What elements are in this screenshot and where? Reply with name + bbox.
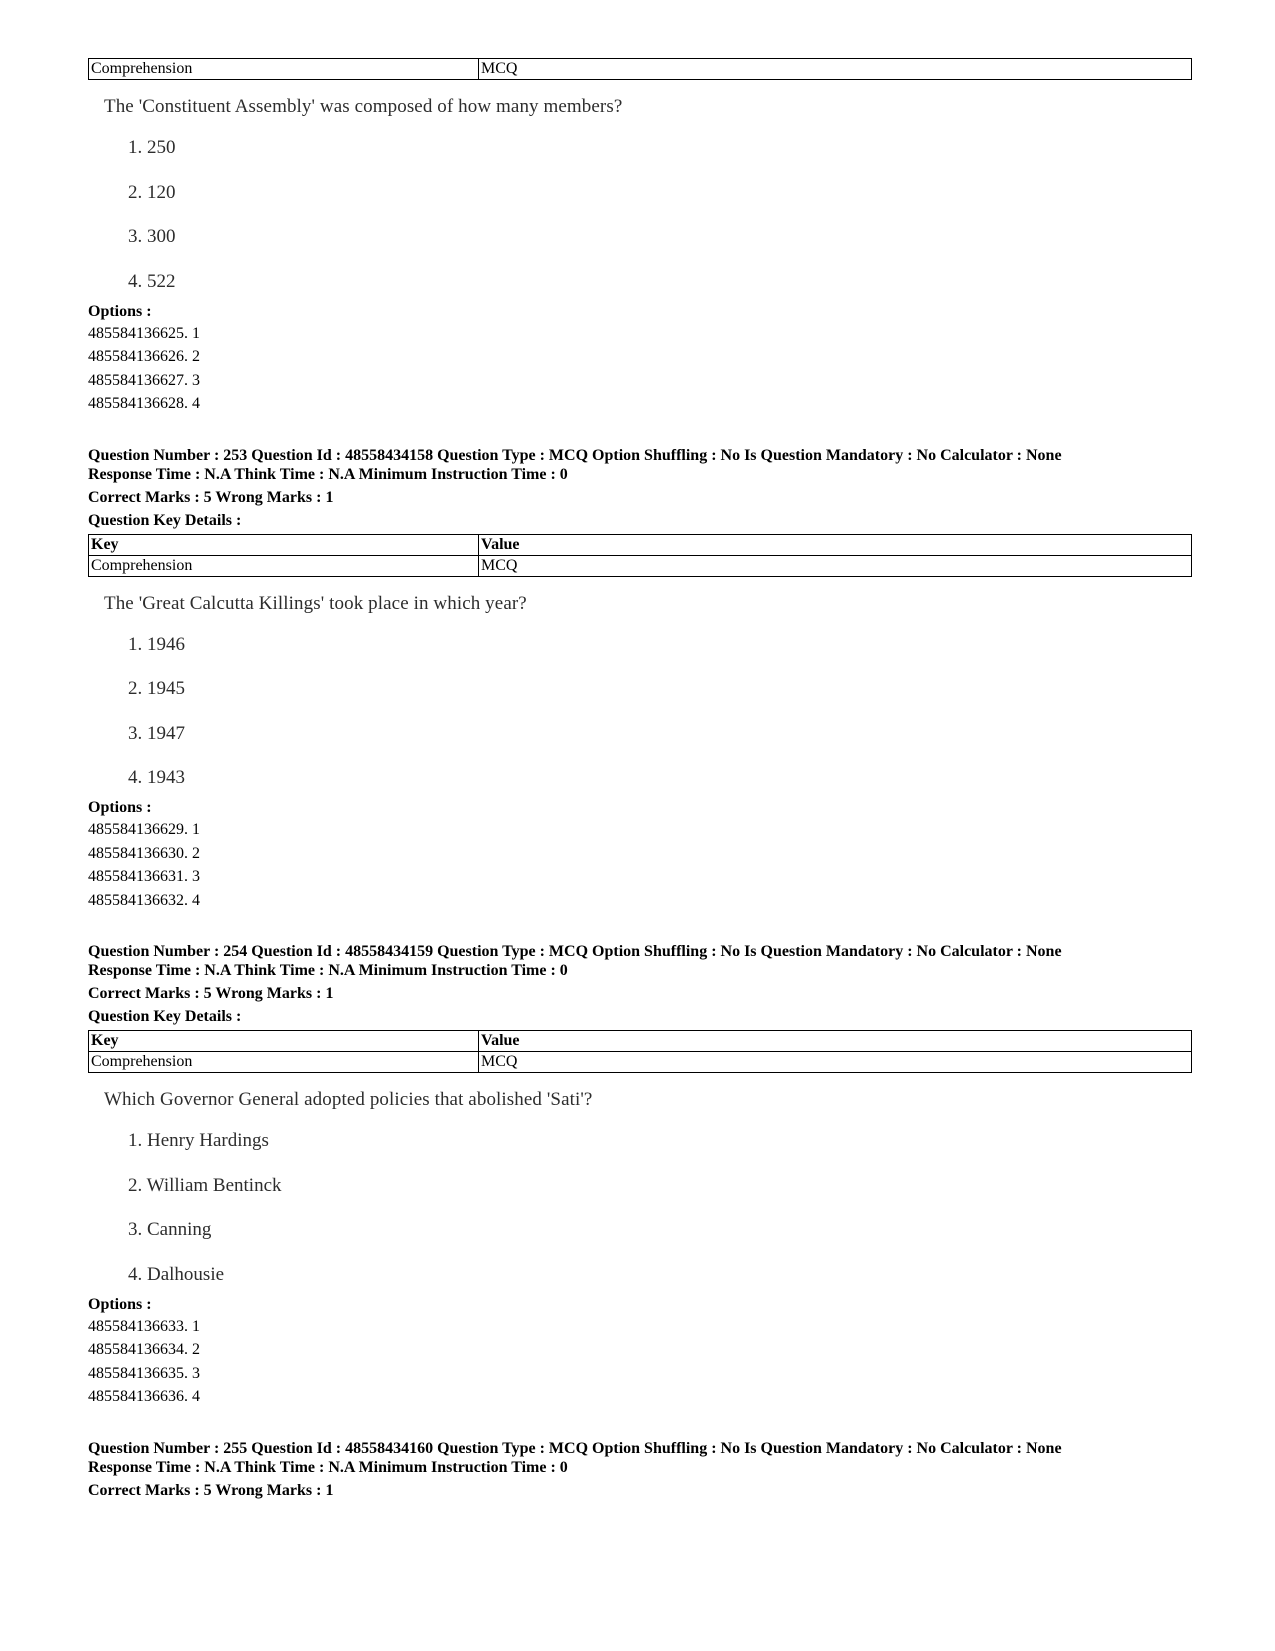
table-row (89, 59, 1192, 80)
marks-line: Correct Marks : 5 Wrong Marks : 1 (88, 985, 334, 1002)
question-text: The 'Constituent Assembly' was composed of how many members? (104, 96, 623, 117)
option-id: 485584136636. 4 (88, 1388, 200, 1405)
option-id: 485584136630. 2 (88, 844, 200, 862)
question-meta-line: Question Number : 253 Question Id : 48558434158 Question Type : MCQ Option Shuffling : No Is Question Mandatory : No Calculator : None (88, 446, 1062, 464)
question-text: Which Governor General adopted policies that abolished 'Sati'? (104, 1089, 593, 1110)
question-key-table (88, 58, 1192, 80)
choice-item: 2. William Bentinck (128, 1174, 282, 1196)
marks-line: Correct Marks : 5 Wrong Marks : 1 (88, 488, 334, 506)
key-details-title: Question Key Details : (88, 511, 242, 529)
key-cell: Comprehension (89, 59, 479, 80)
option-id: 485584136628. 4 (88, 395, 200, 412)
question-meta (88, 942, 1192, 1026)
document-page (88, 58, 1192, 1500)
value-cell: MCQ (479, 1052, 1192, 1073)
key-details-title: Question Key Details : (88, 1008, 242, 1025)
option-id: 485584136629. 1 (88, 821, 200, 838)
marks-line: Correct Marks : 5 Wrong Marks : 1 (88, 1481, 334, 1499)
choice-item: 2. 1945 (128, 678, 185, 699)
options-title: Options : (88, 302, 152, 320)
answer-choices (128, 633, 1192, 791)
option-id: 485584136635. 3 (88, 1364, 200, 1382)
choice-item: 3. Canning (128, 1219, 212, 1240)
question-meta-line: Response Time : N.A Think Time : N.A Minimum Instruction Time : 0 (88, 1458, 568, 1476)
value-cell: MCQ (479, 59, 1192, 80)
question-meta-line: Response Time : N.A Think Time : N.A Minimum Instruction Time : 0 (88, 962, 568, 979)
option-id: 485584136632. 4 (88, 891, 200, 909)
table-header-row (89, 1031, 1192, 1052)
choice-item: 4. Dalhousie (128, 1263, 225, 1285)
choice-item: 1. Henry Hardings (128, 1130, 269, 1151)
choice-item: 2. 120 (128, 181, 176, 203)
question-meta (88, 1439, 1192, 1500)
option-id: 485584136627. 3 (88, 371, 200, 389)
question-key-table (88, 534, 1192, 577)
choice-item: 1. 1946 (128, 633, 185, 655)
table-header-row (89, 534, 1192, 555)
key-header: Key (89, 1031, 479, 1052)
question-meta-line: Question Number : 255 Question Id : 48558434160 Question Type : MCQ Option Shuffling : No Is Question Mandatory : No Calculator : None (88, 1439, 1062, 1457)
option-id: 485584136625. 1 (88, 324, 200, 342)
question-meta (88, 446, 1192, 530)
choice-item: 3. 1947 (128, 722, 185, 744)
option-id: 485584136626. 2 (88, 348, 200, 365)
options-title: Options : (88, 1295, 152, 1313)
value-cell: MCQ (479, 555, 1192, 576)
value-header: Value (479, 1031, 1192, 1052)
choice-item: 1. 250 (128, 137, 176, 158)
options-title: Options : (88, 799, 152, 816)
choice-item: 4. 1943 (128, 767, 185, 788)
key-cell: Comprehension (89, 555, 479, 576)
option-id: 485584136634. 2 (88, 1341, 200, 1358)
table-row (89, 555, 1192, 576)
option-id: 485584136633. 1 (88, 1317, 200, 1335)
answer-choices (128, 1129, 1192, 1287)
value-header: Value (479, 534, 1192, 555)
choice-item: 3. 300 (128, 226, 176, 247)
choice-item: 4. 522 (128, 270, 176, 292)
key-cell: Comprehension (89, 1052, 479, 1073)
question-meta-line: Question Number : 254 Question Id : 48558434159 Question Type : MCQ Option Shuffling : No Is Question Mandatory : No Calculator : None (88, 943, 1062, 960)
option-id: 485584136631. 3 (88, 868, 200, 885)
key-header: Key (89, 534, 479, 555)
question-text: The 'Great Calcutta Killings' took place in which year? (104, 592, 527, 614)
answer-choices (128, 136, 1192, 294)
table-row (89, 1052, 1192, 1073)
question-key-table (88, 1030, 1192, 1073)
question-meta-line: Response Time : N.A Think Time : N.A Minimum Instruction Time : 0 (88, 465, 568, 483)
